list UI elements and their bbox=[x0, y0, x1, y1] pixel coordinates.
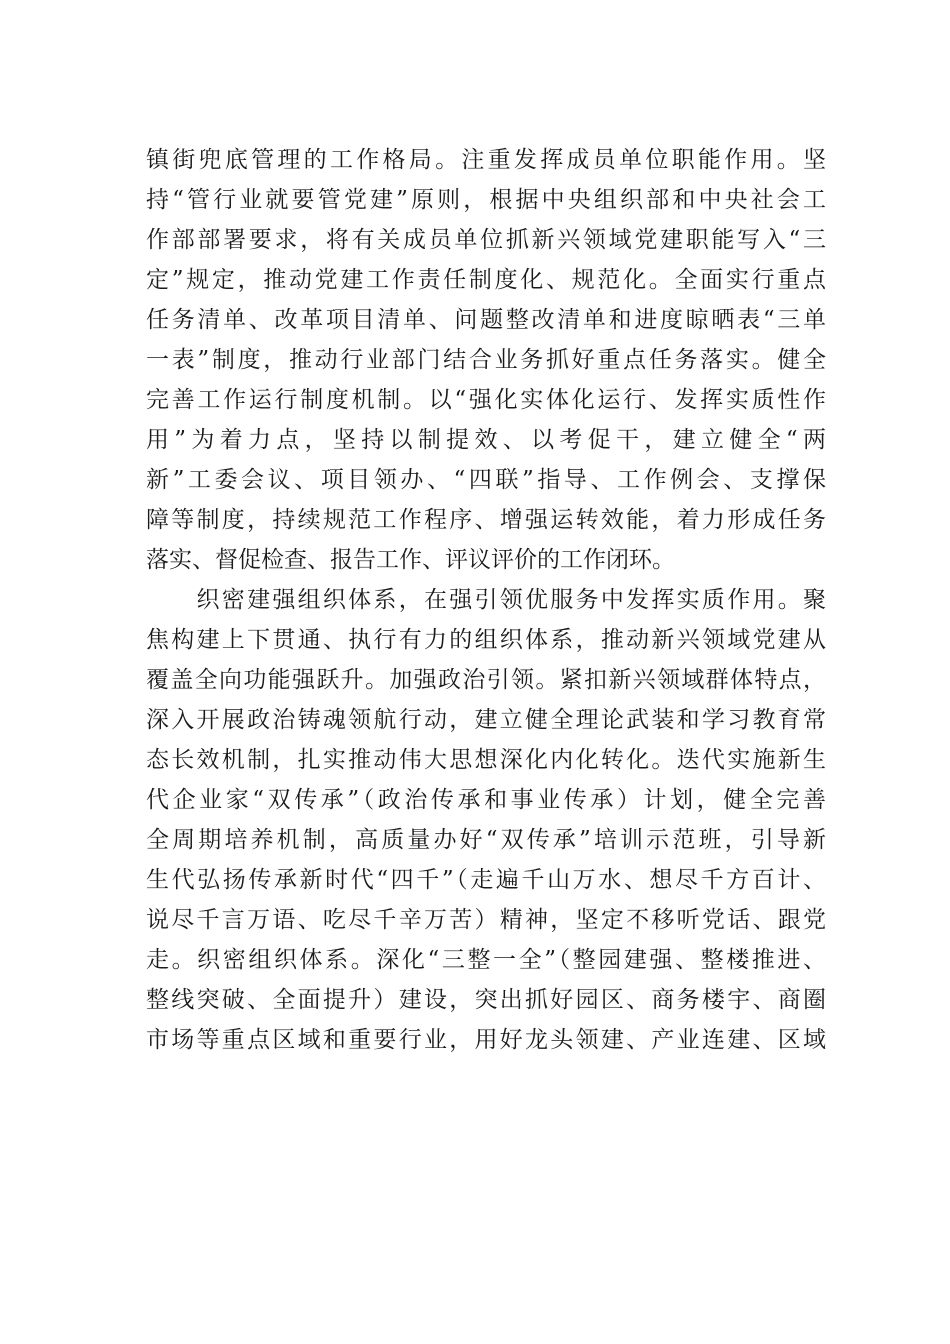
text-line: 持“管行业就要管党建”原则，根据中央组织部和中央社会工 bbox=[146, 187, 826, 213]
text-line: 障等制度，持续规范工作程序、增强运转效能，着力形成任务 bbox=[146, 507, 826, 533]
text-line: 生代弘扬传承新时代“四千”（走遍千山万水、想尽千方百计、 bbox=[146, 867, 826, 893]
text-line: 新”工委会议、项目领办、“四联”指导、工作例会、支撑保 bbox=[146, 467, 826, 493]
text-line: 整线突破、全面提升）建设，突出抓好园区、商务楼宇、商圈 bbox=[146, 987, 826, 1013]
paragraph-1 bbox=[146, 140, 826, 580]
text-line: 一表”制度，推动行业部门结合业务抓好重点任务落实。健全 bbox=[146, 347, 826, 373]
text-line: 落实、督促检查、报告工作、评议评价的工作闭环。 bbox=[146, 547, 675, 573]
text-line: 覆盖全向功能强跃升。加强政治引领。紧扣新兴领域群体特点， bbox=[146, 667, 826, 693]
text-line: 镇街兜底管理的工作格局。注重发挥成员单位职能作用。坚 bbox=[146, 147, 826, 173]
text-line: 焦构建上下贯通、执行有力的组织体系，推动新兴领域党建从 bbox=[146, 627, 826, 653]
text-line: 完善工作运行制度机制。以“强化实体化运行、发挥实质性作 bbox=[146, 387, 826, 413]
text-line: 织密建强组织体系，在强引领优服务中发挥实质作用。聚 bbox=[146, 587, 826, 613]
text-line: 态长效机制，扎实推动伟大思想深化内化转化。迭代实施新生 bbox=[146, 747, 826, 773]
text-line: 说尽千言万语、吃尽千辛万苦）精神，坚定不移听党话、跟党 bbox=[146, 907, 826, 933]
text-line: 市场等重点区域和重要行业，用好龙头领建、产业连建、区域 bbox=[146, 1027, 826, 1053]
text-line: 任务清单、改革项目清单、问题整改清单和进度晾晒表“三单 bbox=[146, 307, 826, 333]
paragraph-2 bbox=[146, 580, 826, 1060]
text-line: 深入开展政治铸魂领航行动，建立健全理论武装和学习教育常 bbox=[146, 707, 826, 733]
text-line: 走。织密组织体系。深化“三整一全”（整园建强、整楼推进、 bbox=[146, 947, 826, 973]
text-line: 全周期培养机制，高质量办好“双传承”培训示范班，引导新 bbox=[146, 827, 826, 853]
text-line: 用”为着力点，坚持以制提效、以考促干，建立健全“两 bbox=[146, 427, 826, 453]
text-line: 定”规定，推动党建工作责任制度化、规范化。全面实行重点 bbox=[146, 267, 826, 293]
text-line: 作部部署要求，将有关成员单位抓新兴领域党建职能写入“三 bbox=[146, 227, 826, 253]
document-body bbox=[146, 140, 826, 1060]
text-line: 代企业家“双传承”（政治传承和事业传承）计划，健全完善 bbox=[146, 787, 826, 813]
